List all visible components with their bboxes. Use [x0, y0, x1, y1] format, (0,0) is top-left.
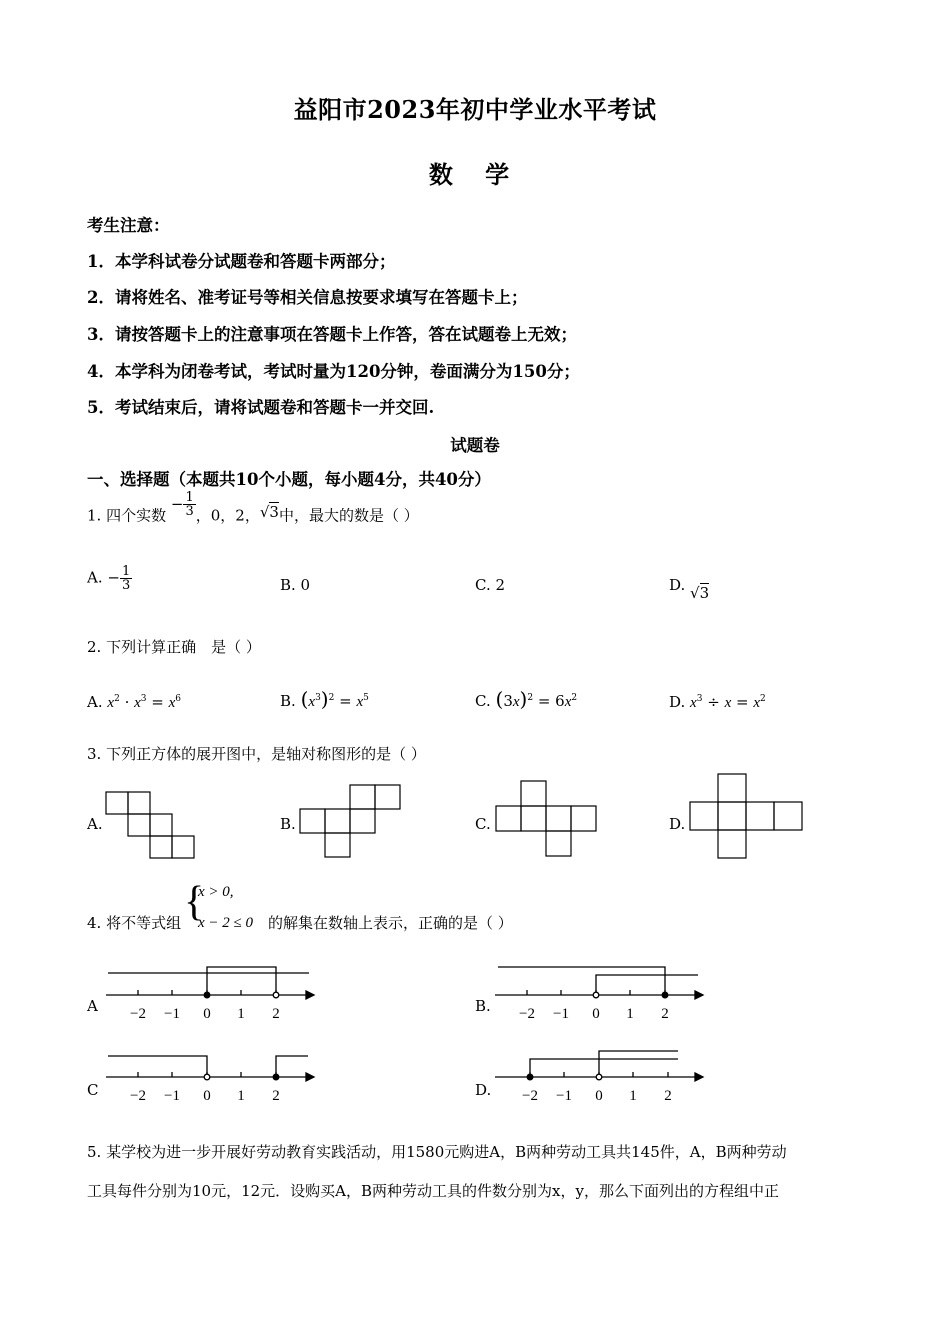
- question-5-line-2: 工具每件分别为10元，12元．设购买A，B两种劳动工具的件数分别为x，y，那么下面列出的方程组中正: [87, 1182, 779, 1200]
- question-4-prefix: 4. 将不等式组: [87, 914, 182, 932]
- numberline-d: [495, 1051, 703, 1081]
- net-a: [106, 792, 194, 858]
- numberline-a: [106, 967, 314, 999]
- section-1-heading: 一、选择题（本题共10个小题，每小题4分，共40分）: [87, 470, 491, 489]
- tick-label: 0: [595, 1088, 603, 1104]
- q4-brace: {: [184, 879, 205, 925]
- q4-number-lines: [0, 955, 950, 1105]
- tick-label: 1: [237, 1006, 245, 1022]
- q4-ineq-2: x − 2 ≤ 0: [198, 915, 254, 931]
- q1-option-b: B. 0: [280, 576, 311, 594]
- tick-label: 2: [664, 1088, 672, 1104]
- tick-label: −1: [553, 1006, 569, 1022]
- tick-label: 1: [629, 1088, 637, 1104]
- subject-title: 数 学: [428, 160, 522, 189]
- question-3: 3. 下列正方体的展开图中，是轴对称图形的是（ ）: [87, 745, 426, 763]
- paper-label: 试题卷: [450, 436, 500, 455]
- tick-label: 2: [272, 1088, 280, 1104]
- tick-label: −1: [556, 1088, 572, 1104]
- notice-item-3: 3．请按答题卡上的注意事项在答题卡上作答，答在试题卷上无效；: [87, 325, 577, 344]
- tick-label: 2: [272, 1006, 280, 1022]
- q1-suffix: 中，最大的数是（ ）: [278, 506, 419, 525]
- q4-label-b: B.: [475, 997, 491, 1015]
- tick-label: −1: [164, 1088, 180, 1104]
- notice-item-4: 4．本学科为闭卷考试，考试时量为120分钟，卷面满分为150分；: [87, 362, 580, 381]
- tick-label: 0: [203, 1006, 211, 1022]
- q4-ineq-1: x > 0,: [198, 884, 234, 900]
- q1-option-c: C. 2: [475, 576, 506, 594]
- q3-label-c: C.: [475, 815, 491, 833]
- net-b: [300, 785, 400, 857]
- q4-label-d: D.: [475, 1081, 492, 1099]
- numberline-c: [106, 1056, 314, 1081]
- q1-option-a: A. − $\frac{1}{3}$: [87, 564, 131, 593]
- notice-item-2: 2．请将姓名、准考证号等相关信息按要求填写在答题卡上；: [87, 288, 528, 307]
- exam-title: 益阳市2023年初中学业水平考试: [293, 95, 657, 124]
- q2-option-d: D. $x^3 \div x = x^2$: [669, 693, 766, 711]
- q4-label-a: A: [87, 997, 98, 1015]
- tick-label: 1: [626, 1006, 634, 1022]
- tick-label: −2: [130, 1006, 146, 1022]
- tick-label: −1: [164, 1006, 180, 1022]
- q3-label-d: D.: [669, 815, 686, 833]
- tick-label: 0: [203, 1088, 211, 1104]
- question-1: [87, 490, 419, 530]
- q2-option-b: B. $(x^3)^2 = x^5$: [280, 687, 369, 711]
- notice-item-5: 5．考试结束后，请将试题卷和答题卡一并交回.: [87, 398, 435, 417]
- question-5-line-1: 5. 某学校为进一步开展好劳动教育实践活动，用1580元购进A，B两种劳动工具共145件，A，B两种劳动: [87, 1143, 787, 1161]
- net-d: [690, 774, 802, 858]
- q4-label-c: C: [87, 1081, 99, 1099]
- tick-label: 0: [592, 1006, 600, 1022]
- net-c: [496, 781, 596, 856]
- notice-item-1: 1．本学科试卷分试题卷和答题卡两部分；: [87, 252, 396, 271]
- question-4-suffix: 的解集在数轴上表示，正确的是（ ）: [268, 914, 513, 932]
- q1-mid: ，0，2，: [195, 506, 260, 525]
- notice-heading: 考生注意：: [87, 216, 170, 235]
- q2-option-c: C. $(3x)^2 = 6x^2$: [475, 687, 578, 711]
- q1-neg-sign: −: [170, 494, 184, 513]
- tick-label: 1: [237, 1088, 245, 1104]
- q3-label-a: A.: [87, 815, 103, 833]
- tick-label: −2: [519, 1006, 535, 1022]
- tick-label: −2: [130, 1088, 146, 1104]
- q3-cube-nets: [0, 770, 950, 865]
- q1-prefix: 1. 四个实数: [87, 506, 167, 525]
- tick-label: 2: [661, 1006, 669, 1022]
- question-2: 2. 下列计算正确 是（ ）: [87, 638, 261, 656]
- q1-fraction: $\frac{1}{3}$: [185, 490, 194, 519]
- tick-label: −2: [522, 1088, 538, 1104]
- q2-option-a: A. $x^2 \cdot x^3 = x^6$: [87, 693, 182, 711]
- numberline-b: [495, 967, 703, 999]
- q1-sqrt: √3: [259, 502, 279, 521]
- q1-option-d: D. √3: [669, 576, 710, 602]
- q3-label-b: B.: [280, 815, 296, 833]
